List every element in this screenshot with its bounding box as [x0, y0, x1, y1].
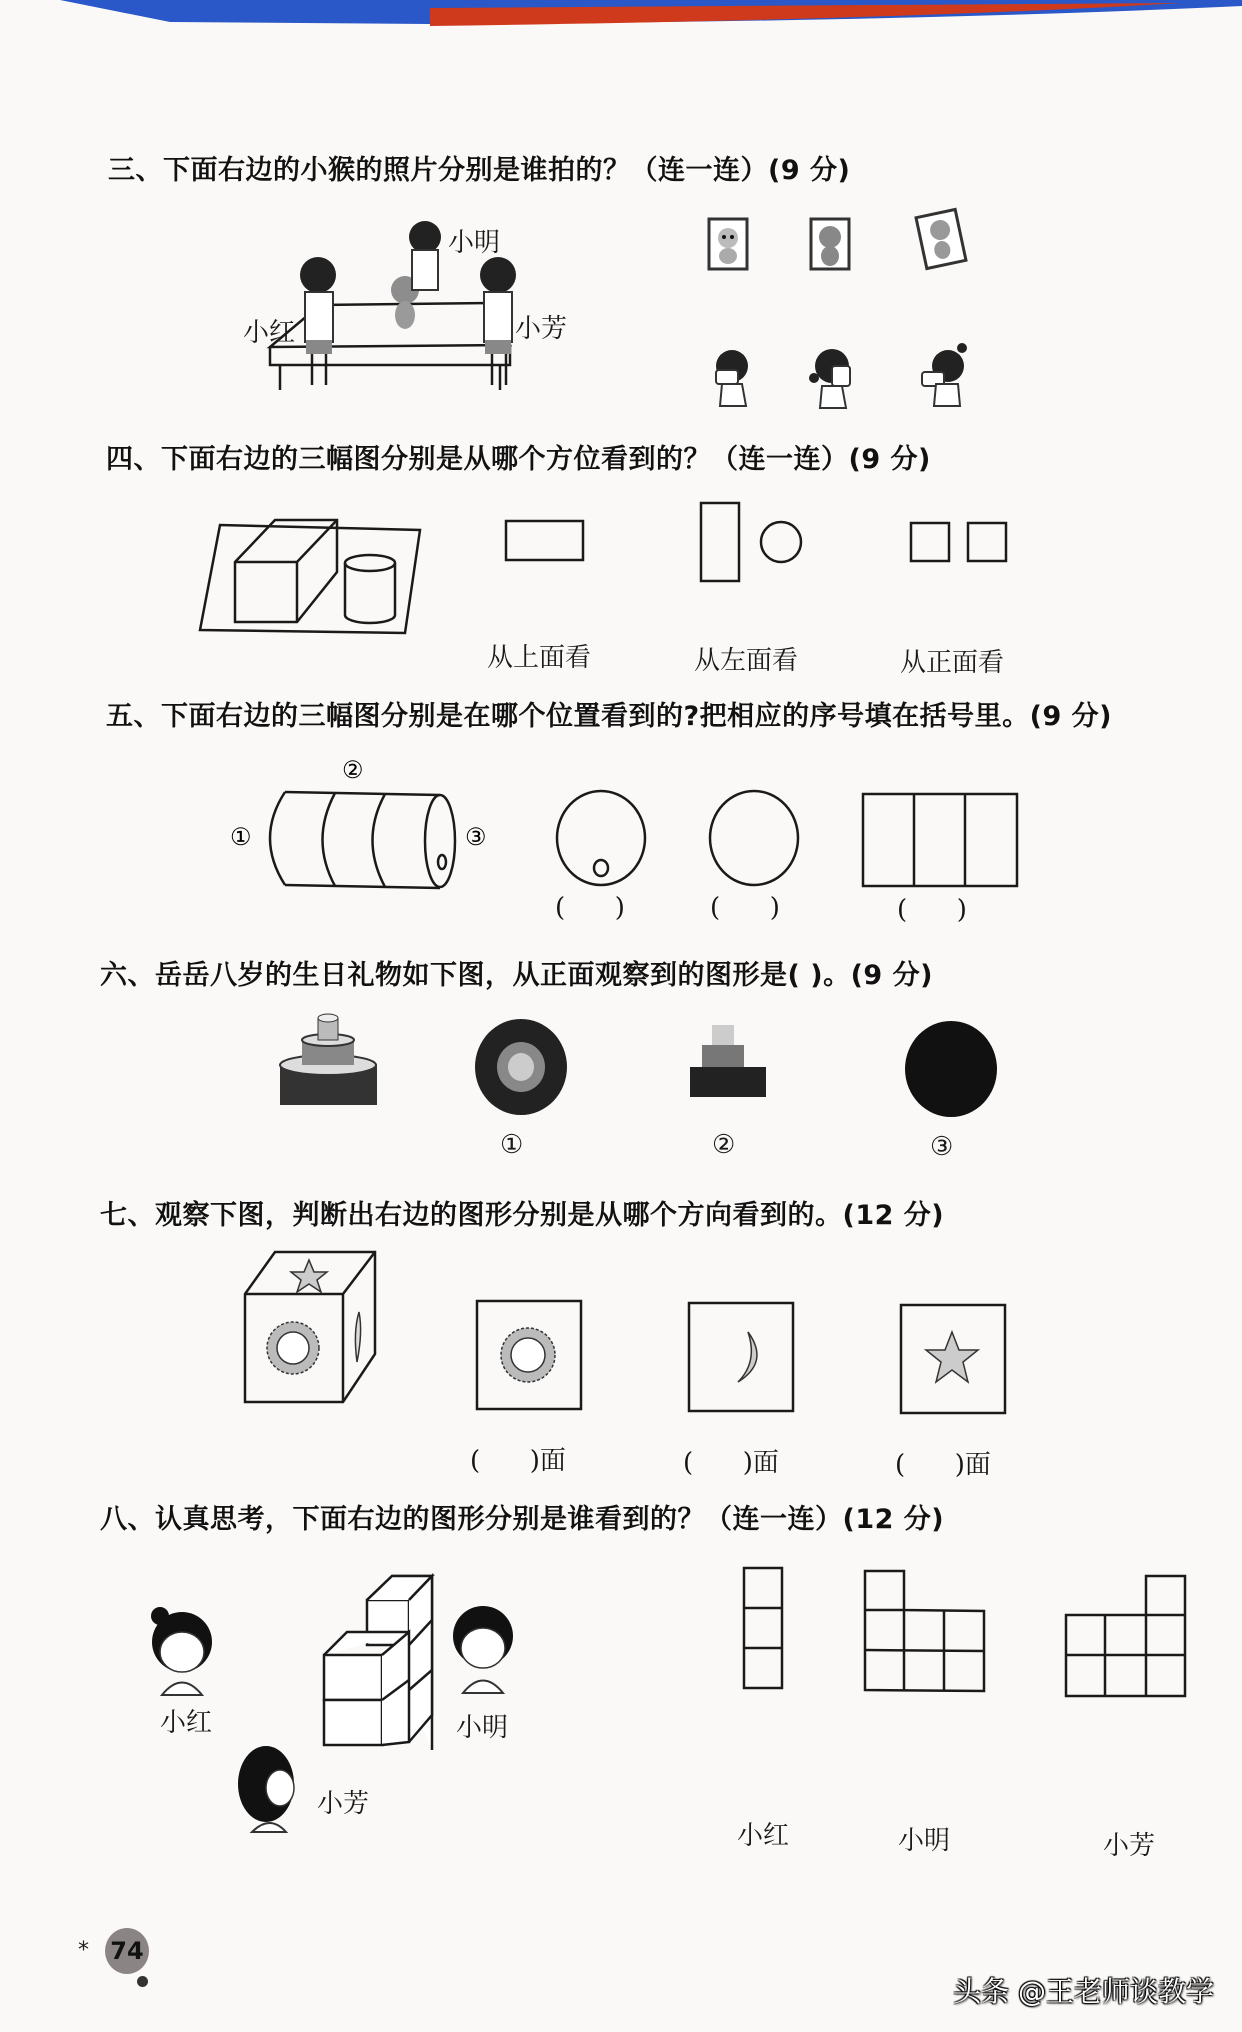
q3-label-xiaofang: 小芳 — [515, 314, 568, 344]
question-8-title: 八、认真思考，下面右边的图形分别是谁看到的？（连一连）(12 分) — [100, 1504, 945, 1535]
q5-answer-blank-2[interactable]: ( ) — [710, 893, 780, 923]
q4-box-and-cylinder-on-board — [200, 520, 430, 640]
girl-ponytail-with-camera[interactable] — [918, 338, 968, 408]
question-4-title: 四、下面右边的三幅图分别是从哪个方位看到的？（连一连）(9 分) — [106, 444, 931, 475]
q7-face-moon[interactable] — [688, 1302, 796, 1414]
q8-view-single-column[interactable] — [743, 1567, 785, 1691]
q6-option-2-stacked-rectangles[interactable] — [690, 1025, 790, 1099]
q6-option-1-concentric-circles[interactable] — [473, 1018, 569, 1116]
q5-view-circle-with-dot — [555, 790, 647, 888]
question-7-title: 七、观察下图，判断出右边的图形分别是从哪个方向看到的。(12 分) — [100, 1200, 945, 1231]
monkey-side-photo[interactable] — [916, 208, 966, 270]
q7-answer-blank-1[interactable]: ( )面 — [470, 1446, 566, 1476]
q4-view-two-squares[interactable] — [910, 522, 1010, 564]
q5-position-1: ① — [230, 823, 252, 851]
q8-person-label-xiaoming: 小明 — [456, 1713, 509, 1743]
q4-view-label-front[interactable]: 从正面看 — [900, 648, 1005, 678]
q6-option-3-solid-circle[interactable] — [904, 1020, 998, 1118]
q5-answer-blank-3[interactable]: ( ) — [897, 895, 967, 925]
q7-face-star[interactable] — [900, 1304, 1008, 1416]
q8-girl-xiaofang — [236, 1744, 306, 1834]
q5-answer-blank-1[interactable]: ( ) — [555, 893, 625, 923]
q4-view-label-top[interactable]: 从上面看 — [487, 643, 592, 673]
page-dot-icon — [137, 1976, 148, 1987]
q8-view-L-shape-tall-left[interactable] — [864, 1570, 988, 1694]
q6-option-label-2[interactable]: ② — [712, 1130, 736, 1160]
q5-horizontal-cylinder — [230, 750, 500, 900]
q8-answer-label-xiaohong[interactable]: 小红 — [737, 1821, 790, 1851]
watermark: 头条 @王老师谈教学 — [953, 1975, 1214, 2008]
question-6-title: 六、岳岳八岁的生日礼物如下图，从正面观察到的图形是( )。(9 分) — [100, 960, 933, 991]
q8-person-label-xiaofang: 小芳 — [317, 1789, 370, 1819]
monkey-front-photo[interactable] — [708, 218, 748, 270]
page-star-icon: * — [78, 1938, 89, 1963]
question-5-title: 五、下面右边的三幅图分别是在哪个位置看到的?把相应的序号填在括号里。(9 分) — [106, 701, 1113, 732]
q8-cube-stack — [322, 1570, 462, 1745]
q4-view-tall-rect-and-circle[interactable] — [700, 502, 810, 584]
q6-option-label-3[interactable]: ③ — [930, 1132, 954, 1162]
q5-view-plain-circle — [708, 790, 800, 888]
top-banner — [0, 0, 1242, 32]
q5-view-three-panel-rect — [862, 793, 1022, 889]
q8-view-L-shape-tall-right[interactable] — [1065, 1575, 1189, 1699]
q4-view-rectangle[interactable] — [505, 520, 585, 562]
q8-boy-xiaoming — [448, 1598, 518, 1698]
q3-label-xiaoming: 小明 — [448, 228, 501, 258]
q8-answer-label-xiaofang[interactable]: 小芳 — [1103, 1831, 1156, 1861]
q8-person-label-xiaohong: 小红 — [160, 1708, 213, 1738]
q5-position-2: ② — [342, 756, 364, 784]
q6-stacked-cylinders-gift — [280, 1010, 380, 1110]
girl-with-camera[interactable] — [808, 348, 858, 410]
question-3-title: 三、下面右边的小猴的照片分别是谁拍的？（连一连）(9 分) — [108, 155, 851, 186]
page-number: 74 — [105, 1928, 149, 1974]
q6-option-label-1[interactable]: ① — [500, 1130, 524, 1160]
q7-answer-blank-3[interactable]: ( )面 — [895, 1450, 991, 1480]
boy-with-camera[interactable] — [710, 348, 756, 408]
q8-girl-xiaohong — [142, 1600, 222, 1700]
q7-answer-blank-2[interactable]: ( )面 — [683, 1448, 779, 1478]
q7-face-sun[interactable] — [476, 1300, 584, 1412]
monkey-back-photo[interactable] — [810, 218, 850, 270]
q7-cube-with-sun-star-moon — [245, 1252, 385, 1412]
q5-position-3: ③ — [465, 823, 487, 851]
q4-view-label-left[interactable]: 从左面看 — [694, 646, 799, 676]
q8-answer-label-xiaoming[interactable]: 小明 — [898, 1826, 951, 1856]
q3-label-xiaohong: 小红 — [243, 318, 296, 348]
